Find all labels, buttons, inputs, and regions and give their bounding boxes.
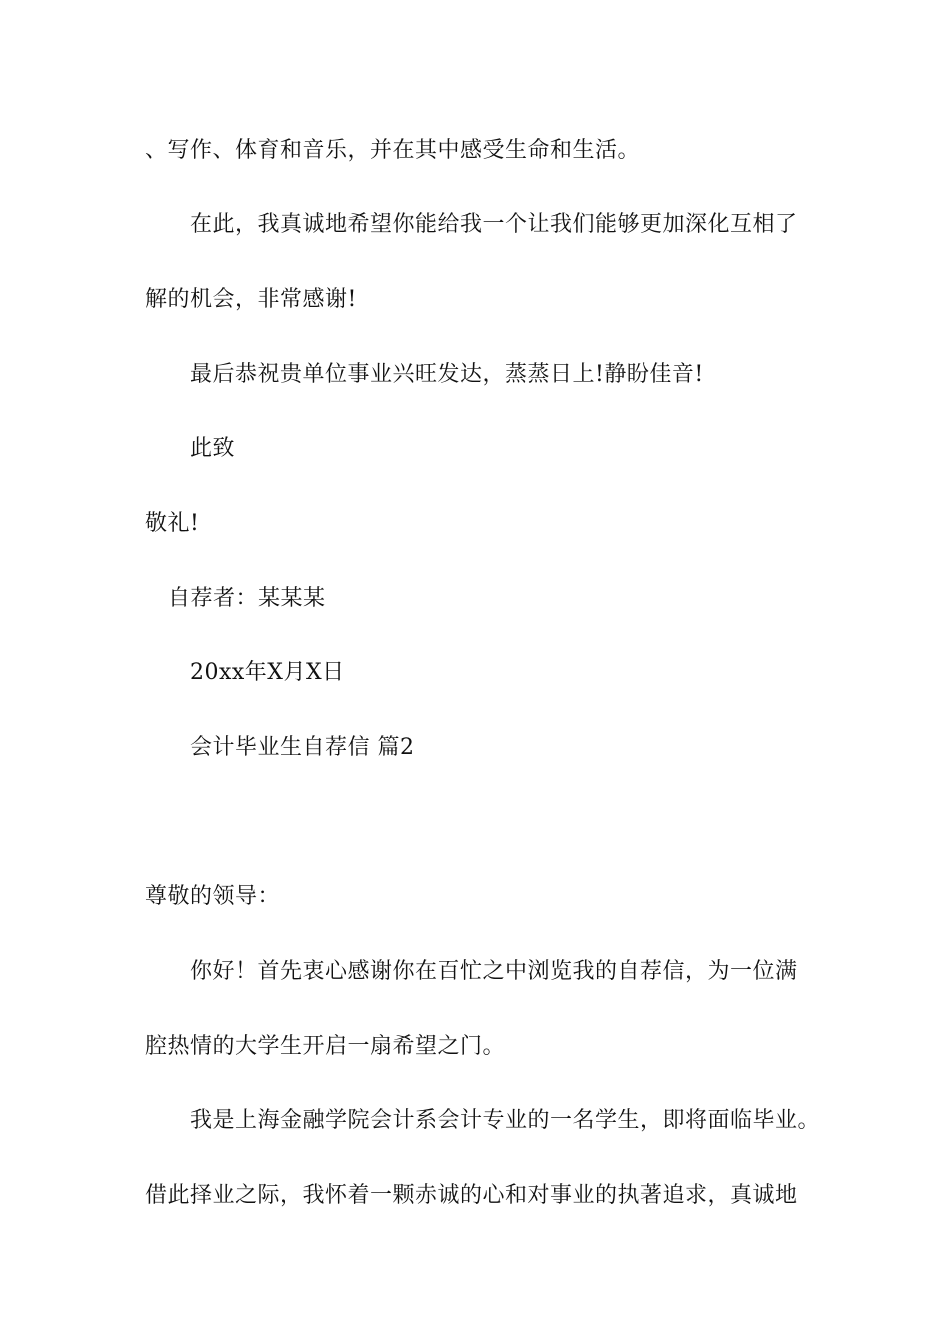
closing-salutation: 此致	[190, 436, 236, 461]
date-line: 20xx年X月X日	[190, 660, 345, 685]
closing-regards: 敬礼!	[145, 511, 200, 536]
paragraph-line: 你好！首先衷心感谢你在百忙之中浏览我的自荐信，为一位满	[190, 959, 798, 984]
paragraph-line: 借此择业之际，我怀着一颗赤诚的心和对事业的执著追求，真诚地	[145, 1183, 798, 1208]
paragraph-line: 、写作、体育和音乐，并在其中感受生命和生活。	[145, 138, 641, 163]
paragraph-line: 腔热情的大学生开启一扇希望之门。	[145, 1034, 506, 1059]
paragraph-line: 最后恭祝贵单位事业兴旺发达，蒸蒸日上!静盼佳音!	[190, 362, 704, 387]
section-title: 会计毕业生自荐信 篇2	[190, 735, 415, 760]
paragraph-line: 解的机会，非常感谢!	[145, 287, 357, 312]
signature-line: 自荐者：某某某	[168, 586, 326, 611]
paragraph-line: 我是上海金融学院会计系会计专业的一名学生，即将面临毕业。	[190, 1108, 821, 1133]
paragraph-line: 在此，我真诚地希望你能给我一个让我们能够更加深化互相了	[190, 212, 798, 237]
greeting-line: 尊敬的领导：	[145, 884, 281, 909]
